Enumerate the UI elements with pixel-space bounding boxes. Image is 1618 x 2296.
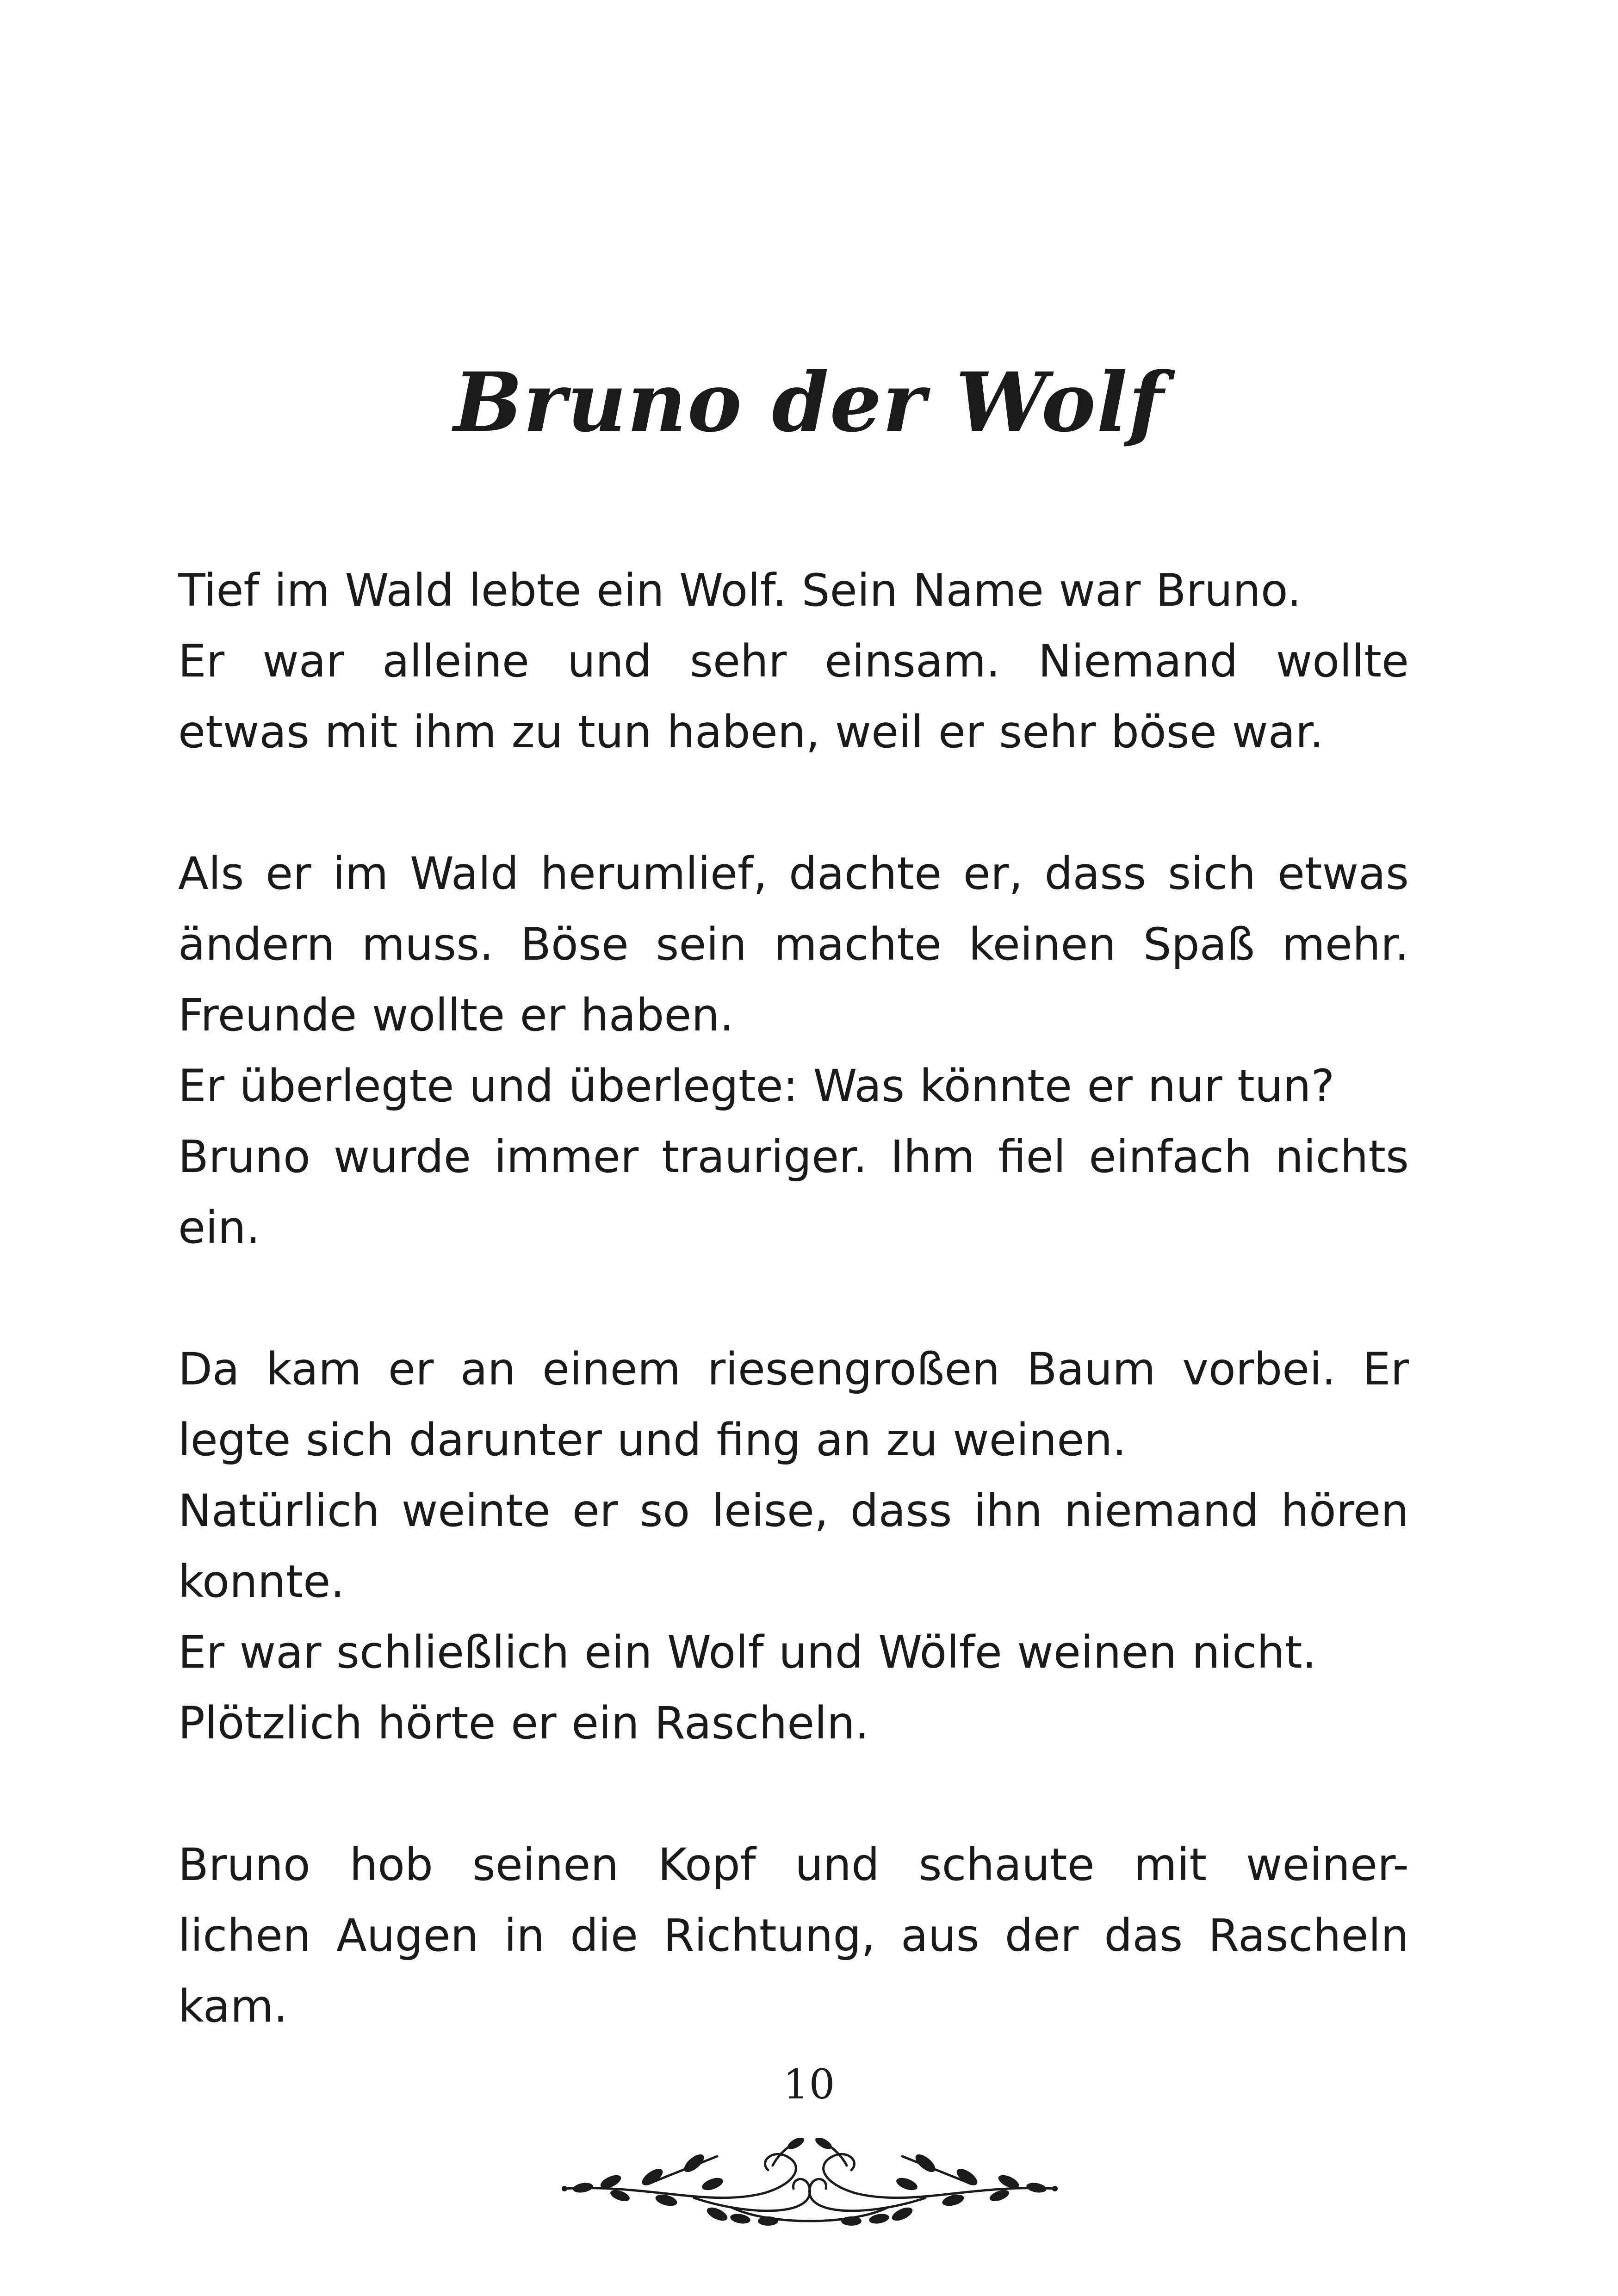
text-line: Natürlich weinte er so leise, dass ihn niemand hören	[178, 1485, 1409, 1537]
text-line: Er überlegte und überlegte: Was könnte er nur tun?	[178, 1060, 1335, 1112]
paragraph	[178, 838, 1409, 1263]
text-line: Bruno hob seinen Kopf und schaute mit weiner-	[178, 1839, 1409, 1891]
story-text	[178, 555, 1409, 2042]
text-line: Er war schließlich ein Wolf und Wölfe weinen nicht.	[178, 1626, 1317, 1678]
text-line: Er war alleine und sehr einsam. Niemand wollte	[178, 635, 1409, 687]
text-line: Tief im Wald lebte ein Wolf. Sein Name war Bruno.	[178, 565, 1302, 616]
paragraph	[178, 555, 1409, 768]
text-line: legte sich darunter und fing an zu weinen.	[178, 1414, 1127, 1466]
page-number: 10	[783, 2060, 835, 2108]
paragraph	[178, 1334, 1409, 1759]
text-line: ein.	[178, 1202, 260, 1253]
text-line: etwas mit ihm zu tun haben, weil er sehr böse war.	[178, 706, 1324, 758]
text-line: Plötzlich hörte er ein Rascheln.	[178, 1697, 869, 1749]
text-line: Als er im Wald herumlief, dachte er, dass sich etwas	[178, 848, 1409, 900]
text-line: Bruno wurde immer trauriger. Ihm fiel einfach nichts	[178, 1131, 1409, 1183]
text-line: ändern muss. Böse sein machte keinen Spaß mehr.	[178, 918, 1409, 970]
text-line: Freunde wollte er haben.	[178, 989, 734, 1041]
paragraph-gap	[178, 1759, 1409, 1830]
floral-vine-ornament-icon	[555, 2138, 1064, 2230]
paragraph	[178, 1830, 1409, 2042]
paragraph-gap	[178, 1263, 1409, 1334]
paragraph-gap	[178, 768, 1409, 838]
text-line: Da kam er an einem riesengroßen Baum vorbei. Er	[178, 1343, 1409, 1395]
text-line: lichen Augen in die Richtung, aus der das Rascheln	[178, 1910, 1409, 1961]
text-line: konnte.	[178, 1556, 345, 1607]
page-title: Bruno der Wolf	[453, 354, 1165, 450]
text-line: kam.	[178, 1980, 288, 2032]
